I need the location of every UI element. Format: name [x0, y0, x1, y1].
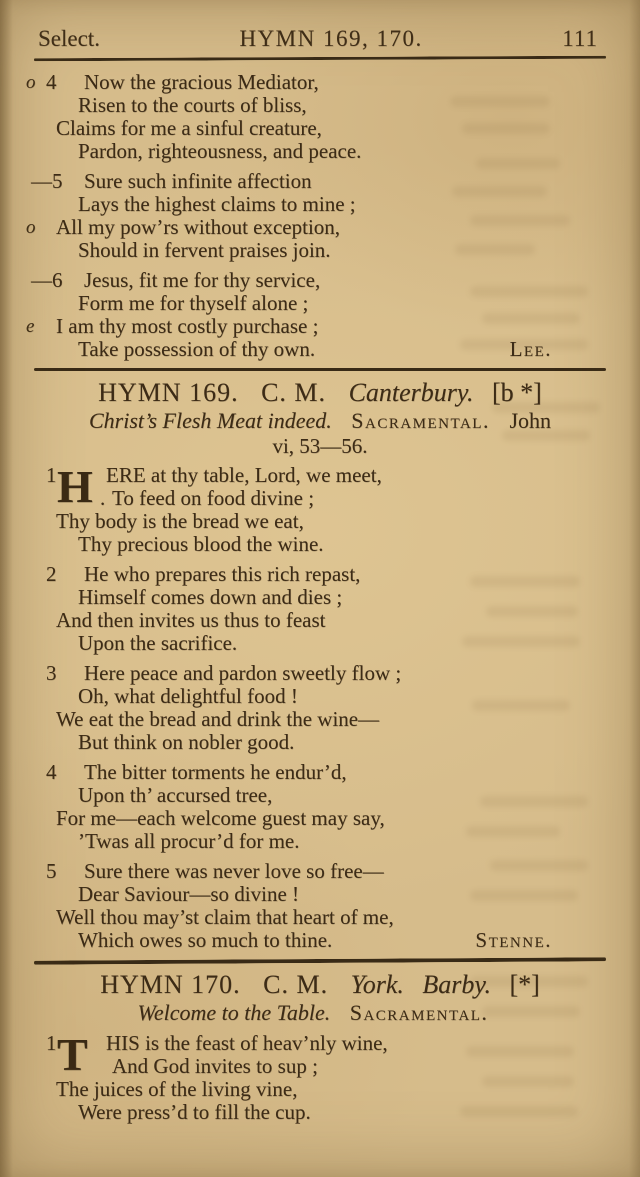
verse-line	[0, 830, 640, 853]
verse-line	[0, 586, 640, 609]
stanza	[0, 860, 640, 952]
verse-line	[0, 906, 640, 929]
hymn-category: Sacramental.	[351, 408, 490, 433]
verse-text: ’Twas all procur’d for me.	[78, 829, 300, 853]
verse-text: And then invites us thus to feast	[56, 608, 326, 632]
verse-text: Dear Saviour—so divine !	[78, 882, 300, 906]
verse-line	[0, 883, 640, 906]
tune-name: York.	[350, 970, 404, 999]
verse-text: For me—each welcome guest may say,	[56, 806, 385, 830]
verse-text: He who prepares this rich repast,	[84, 562, 361, 586]
stanza	[0, 761, 640, 853]
verse-line	[0, 510, 640, 533]
verse-line	[0, 1055, 640, 1078]
key-signature: [b *]	[492, 378, 542, 407]
hymn-168-continuation	[0, 71, 640, 361]
verse-line	[0, 338, 640, 361]
verse-text: Claims for me a sinful creature,	[56, 116, 322, 140]
hymn-subject: Welcome to the Table.	[137, 1000, 331, 1025]
stanza-number: 5	[46, 859, 57, 883]
hymn-170-subtitle	[0, 1000, 640, 1026]
stanza	[0, 269, 640, 361]
header-rule	[34, 56, 606, 61]
drop-cap: H	[57, 461, 93, 512]
hymn-title: HYMN 169.	[98, 378, 239, 407]
drop-cap: T	[57, 1029, 88, 1080]
hymn-170-heading	[0, 970, 640, 1000]
verse-line	[0, 1101, 640, 1124]
verse-line	[0, 94, 640, 117]
verse-line	[0, 533, 640, 556]
hymn-category: Sacramental.	[349, 1000, 489, 1025]
verse-line	[0, 216, 640, 239]
verse-text: Take possession of thy own.	[78, 337, 316, 361]
tune-name: Barby.	[422, 970, 491, 999]
verse-line	[0, 761, 640, 784]
verse-line	[0, 860, 640, 883]
section-rule	[34, 368, 606, 371]
running-head-hymn-range: HYMN 169, 170.	[239, 26, 423, 51]
hymn-170	[0, 970, 640, 1124]
verse-text: Well thou may’st claim that heart of me,	[56, 905, 394, 929]
verse-line	[0, 609, 640, 632]
drop-cap-period: .	[100, 486, 106, 510]
verse-line	[0, 140, 640, 163]
verse-text: Upon th’ accursed tree,	[78, 783, 273, 807]
stanza-number: —6	[31, 268, 63, 292]
verse-text: Lays the highest claims to mine ;	[78, 192, 356, 216]
verse-text: Upon the sacrifice.	[78, 631, 238, 655]
meter-label: C. M.	[261, 378, 327, 407]
stanza-number: 4	[46, 760, 57, 784]
hymn-169-subtitle	[0, 408, 640, 434]
hymn-subject: Christ’s Flesh Meat indeed.	[88, 408, 332, 433]
section-rule	[34, 957, 606, 964]
author-attribution: Stenne.	[475, 928, 552, 952]
stanza-number: 1	[46, 463, 57, 487]
hymn-169-heading	[0, 378, 640, 408]
verse-text: ERE at thy table, Lord, we meet,	[106, 463, 382, 487]
verse-text: Pardon, righteousness, and peace.	[78, 139, 362, 163]
stanza	[0, 71, 640, 163]
stanza-number: 1	[46, 1031, 57, 1055]
hymn-title: HYMN 170.	[100, 970, 241, 999]
expression-marker: e	[26, 316, 35, 337]
verse-line	[0, 315, 640, 338]
page-number: 111	[562, 26, 598, 51]
verse-line	[0, 929, 640, 952]
verse-line	[0, 117, 640, 140]
verse-text: The juices of the living vine,	[56, 1077, 298, 1101]
verse-text: Form me for thyself alone ;	[78, 291, 309, 315]
verse-text: Were press’d to fill the cup.	[78, 1100, 311, 1124]
verse-text: Should in fervent praises join.	[78, 238, 331, 262]
verse-text: We eat the bread and drink the wine—	[56, 707, 380, 731]
verse-text: Which owes so much to thine.	[78, 928, 333, 952]
verse-line	[0, 685, 640, 708]
stanza	[0, 563, 640, 655]
expression-marker: o	[26, 217, 36, 238]
verse-text: Now the gracious Mediator,	[84, 70, 319, 94]
verse-text: The bitter torments he endur’d,	[84, 760, 347, 784]
verse-line	[0, 269, 640, 292]
scripture-book: John	[509, 408, 552, 433]
verse-text: I am thy most costly purchase ;	[56, 314, 319, 338]
verse-line	[0, 170, 640, 193]
running-head	[38, 26, 598, 52]
verse-text: Himself comes down and dies ;	[78, 585, 343, 609]
verse-text: Sure there was never love so free—	[84, 859, 384, 883]
verse-line	[0, 487, 640, 510]
verse-line	[0, 1078, 640, 1101]
stanza	[0, 662, 640, 754]
stanza	[0, 461, 640, 556]
verse-line	[0, 239, 640, 262]
verse-line	[0, 193, 640, 216]
key-signature: [*]	[509, 970, 540, 999]
stanza	[0, 1029, 640, 1124]
stanza-number: 4	[46, 70, 57, 94]
scripture-reference: vi, 53—56.	[272, 434, 368, 458]
verse-text: Thy precious blood the wine.	[78, 532, 324, 556]
verse-text: Here peace and pardon sweetly flow ;	[84, 661, 402, 685]
verse-line	[0, 563, 640, 586]
verse-text: Jesus, fit me for thy service,	[84, 268, 321, 292]
stanza-number: 3	[46, 661, 57, 685]
stanza	[0, 170, 640, 262]
author-attribution: Lee.	[509, 337, 552, 361]
stanza-number: —5	[31, 169, 63, 193]
running-head-title: Select.	[38, 26, 100, 51]
verse-text: Oh, what delightful food !	[78, 684, 298, 708]
verse-text: All my pow’rs without exception,	[56, 215, 341, 239]
hymn-169	[0, 378, 640, 952]
verse-text: Risen to the courts of bliss,	[78, 93, 307, 117]
verse-text: And God invites to sup ;	[112, 1054, 318, 1078]
stanza-number: 2	[46, 562, 57, 586]
verse-line	[0, 731, 640, 754]
verse-text: Thy body is the bread we eat,	[56, 509, 304, 533]
verse-line	[0, 292, 640, 315]
meter-label: C. M.	[263, 970, 329, 999]
expression-marker: o	[26, 72, 36, 93]
verse-text: To feed on food divine ;	[112, 486, 315, 510]
verse-line	[0, 807, 640, 830]
verse-text: But think on nobler good.	[78, 730, 295, 754]
tune-name: Canterbury.	[348, 378, 474, 407]
verse-line	[0, 784, 640, 807]
verse-text: HIS is the feast of heav’nly wine,	[106, 1031, 388, 1055]
verse-line	[0, 708, 640, 731]
verse-line	[0, 71, 640, 94]
verse-line	[0, 662, 640, 685]
verse-line	[0, 632, 640, 655]
verse-text: Sure such infinite affection	[84, 169, 312, 193]
